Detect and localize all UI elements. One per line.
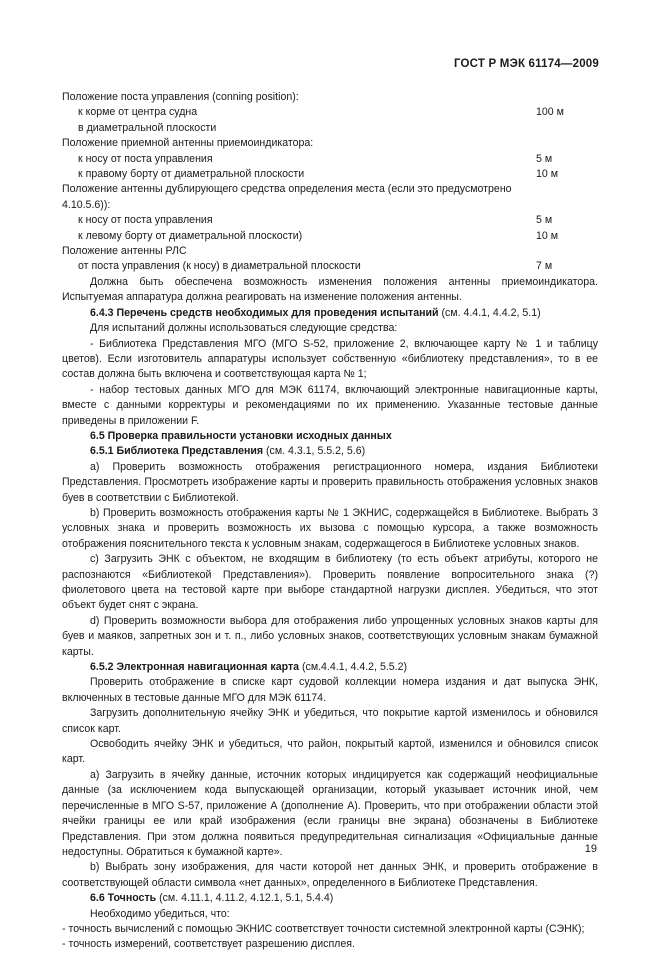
section-heading-6-5-1 <box>62 444 598 459</box>
param-line <box>62 152 598 167</box>
param-label: к правому борту от диаметральной плоскости <box>78 168 305 181</box>
section-ref: (см. 4.11.1, 4.11.2, 4.12.1, 5.1, 5.4.4) <box>156 892 334 905</box>
param-value: 10 м <box>536 168 559 181</box>
section-heading-6-4-3 <box>62 306 598 321</box>
paragraph: - Библиотека Представления МГО (МГО S-52, приложение 2, включающее карту № 1 и таблицу цветов). Если изготовитель аппаратуры использует собственную «библиотеку представления», то в ее состав должна быть включена и соответствующая карта № 1; <box>62 337 598 381</box>
paragraph: Для испытаний должны использоваться следующие средства: <box>90 322 398 335</box>
paragraph: Загрузить дополнительную ячейку ЭНК и убедиться, что покрытие картой изменилось и обновился список карт. <box>62 707 598 735</box>
section-title: 6.5.2 Электронная навигационная карта <box>90 661 300 674</box>
paragraph: Необходимо убедиться, что: <box>90 907 230 920</box>
paragraph: c) Загрузить ЭНК с объектом, не входящим в библиотеку (то есть объект атрибуты, которого не распознаются «Библиотекой Представления»). Проверить появление вопросительного знака (?) фиолетового цвета на тестовой карте при выборе стандартной нагрузки дисплея. Убедиться, что этот объект будет снят с экрана. <box>62 553 598 612</box>
section-heading-6-6 <box>62 891 598 906</box>
paragraph: Должна быть обеспечена возможность изменения положения антенны приемоиндикатора. Испытуемая аппаратура должна реагировать на изменение положения антенны. <box>62 275 598 304</box>
param-label: к левому борту от диаметральной плоскости) <box>78 229 303 242</box>
section-title: 6.5.1 Библиотека Представления <box>90 445 264 458</box>
section-heading-6-5: 6.5 Проверка правильности установки исходных данных <box>90 429 392 442</box>
page-content <box>62 90 598 953</box>
list-item: - точность вычислений с помощью ЭКНИС соответствует точности системной электронной карты (СЭНК); <box>62 922 585 935</box>
param-label: к носу от поста управления <box>78 214 213 227</box>
section-title: 6.6 Точность <box>90 892 157 905</box>
param-value: 5 м <box>536 214 553 227</box>
paragraph: a) Проверить возможность отображения регистрационного номера, издания Библиотеки Представления. Просмотреть изображение карты и проверить правильность отображения условных знаков буев в соответствии с Библиотекой. <box>62 460 598 504</box>
param-value: 100 м <box>536 106 564 119</box>
section-ref: (см. 4.4.1, 4.4.2, 5.1) <box>438 306 541 319</box>
paragraph: d) Проверить возможности выбора для отображения либо упрощенных условных знаков карты для буев и маяков, запретных зон и т. п., либо условных знаков, соответствующих условным знакам бумажной карты. <box>62 614 598 658</box>
param-value: 7 м <box>536 260 553 273</box>
param-value: 5 м <box>536 152 553 165</box>
paragraph: a) Загрузить в ячейку данные, источник которых индицируется как содержащий неофициальные данные (за исключением кода выпускающей организации, который указывает источник иной, чем перечисленные в МГО S-57, приложение А (дополнение А). Проверить, что при отображении области этой ячейки границы ее или край изображения (если границы вне экрана) обозначены в Библиотеке Представления. При этом должна появиться предупредительная сигнализация «Официальные данные недоступны. Обратиться к бумажной карте». <box>62 768 598 858</box>
param-line <box>62 121 598 136</box>
paragraph: b) Выбрать зону изображения, для части которой нет данных ЭНК, и проверить отображение в соответствующей области символа «нет данных», определенного в Библиотеке Представления. <box>62 861 598 889</box>
paragraph: b) Проверить возможность отображения карты № 1 ЭКНИС, содержащейся в Библиотеке. Выбрать 3 условных знака и проверить возможность их вызова с помощью курсора, а также возможность отображения пояснительного текста к условным знакам, содержащегося в Библиотеке условных знаков. <box>62 506 598 550</box>
param-label: к носу от поста управления <box>78 152 213 165</box>
dup-antenna-heading-cont: 4.10.5.6)): <box>62 198 111 211</box>
param-line <box>62 229 598 244</box>
paragraph: Проверить отображение в списке карт судовой коллекции номера издания и дат выпуска ЭНК, включенных в тестовые данные МГО для МЭК 61174. <box>62 676 598 704</box>
param-label: в диаметральной плоскости <box>78 121 217 134</box>
param-label: от поста управления (к носу) в диаметральной плоскости <box>78 260 361 273</box>
dup-antenna-heading: Положение антенны дублирующего средства определения места (если это предусмотрено <box>62 183 512 196</box>
radar-antenna-heading: Положение антенны РЛС <box>62 245 187 258</box>
rx-antenna-heading: Положение приемной антенны приемоиндикатора: <box>62 137 314 150</box>
paragraph: Освободить ячейку ЭНК и убедиться, что район, покрытый картой, изменился и обновился список карт. <box>62 738 598 766</box>
paragraph: - набор тестовых данных МГО для МЭК 61174, включающий электронные навигационные карты, вместе с данными корректуры и рекомендациями по их применению. Указанные тестовые данные приведены в приложении F. <box>62 383 598 427</box>
param-line <box>62 259 598 274</box>
section-title: 6.4.3 Перечень средств необходимых для проведения испытаний <box>90 306 439 319</box>
page-header: ГОСТ Р МЭК 61174—2009 <box>453 58 599 70</box>
section-ref: (см.4.4.1, 4.4.2, 5.5.2) <box>299 661 408 674</box>
conning-heading: Положение поста управления (conning position): <box>62 91 299 103</box>
page-number: 19 <box>584 843 597 855</box>
param-label: к корме от центра судна <box>78 106 198 119</box>
param-line <box>62 167 598 182</box>
list-item: - точность измерений, соответствует разрешению дисплея. <box>62 938 355 951</box>
section-ref: (см. 4.3.1, 5.5.2, 5.6) <box>263 445 366 458</box>
section-heading-6-5-2 <box>62 660 598 675</box>
param-line <box>62 213 598 228</box>
param-line <box>62 105 598 120</box>
param-value: 10 м <box>536 229 559 242</box>
